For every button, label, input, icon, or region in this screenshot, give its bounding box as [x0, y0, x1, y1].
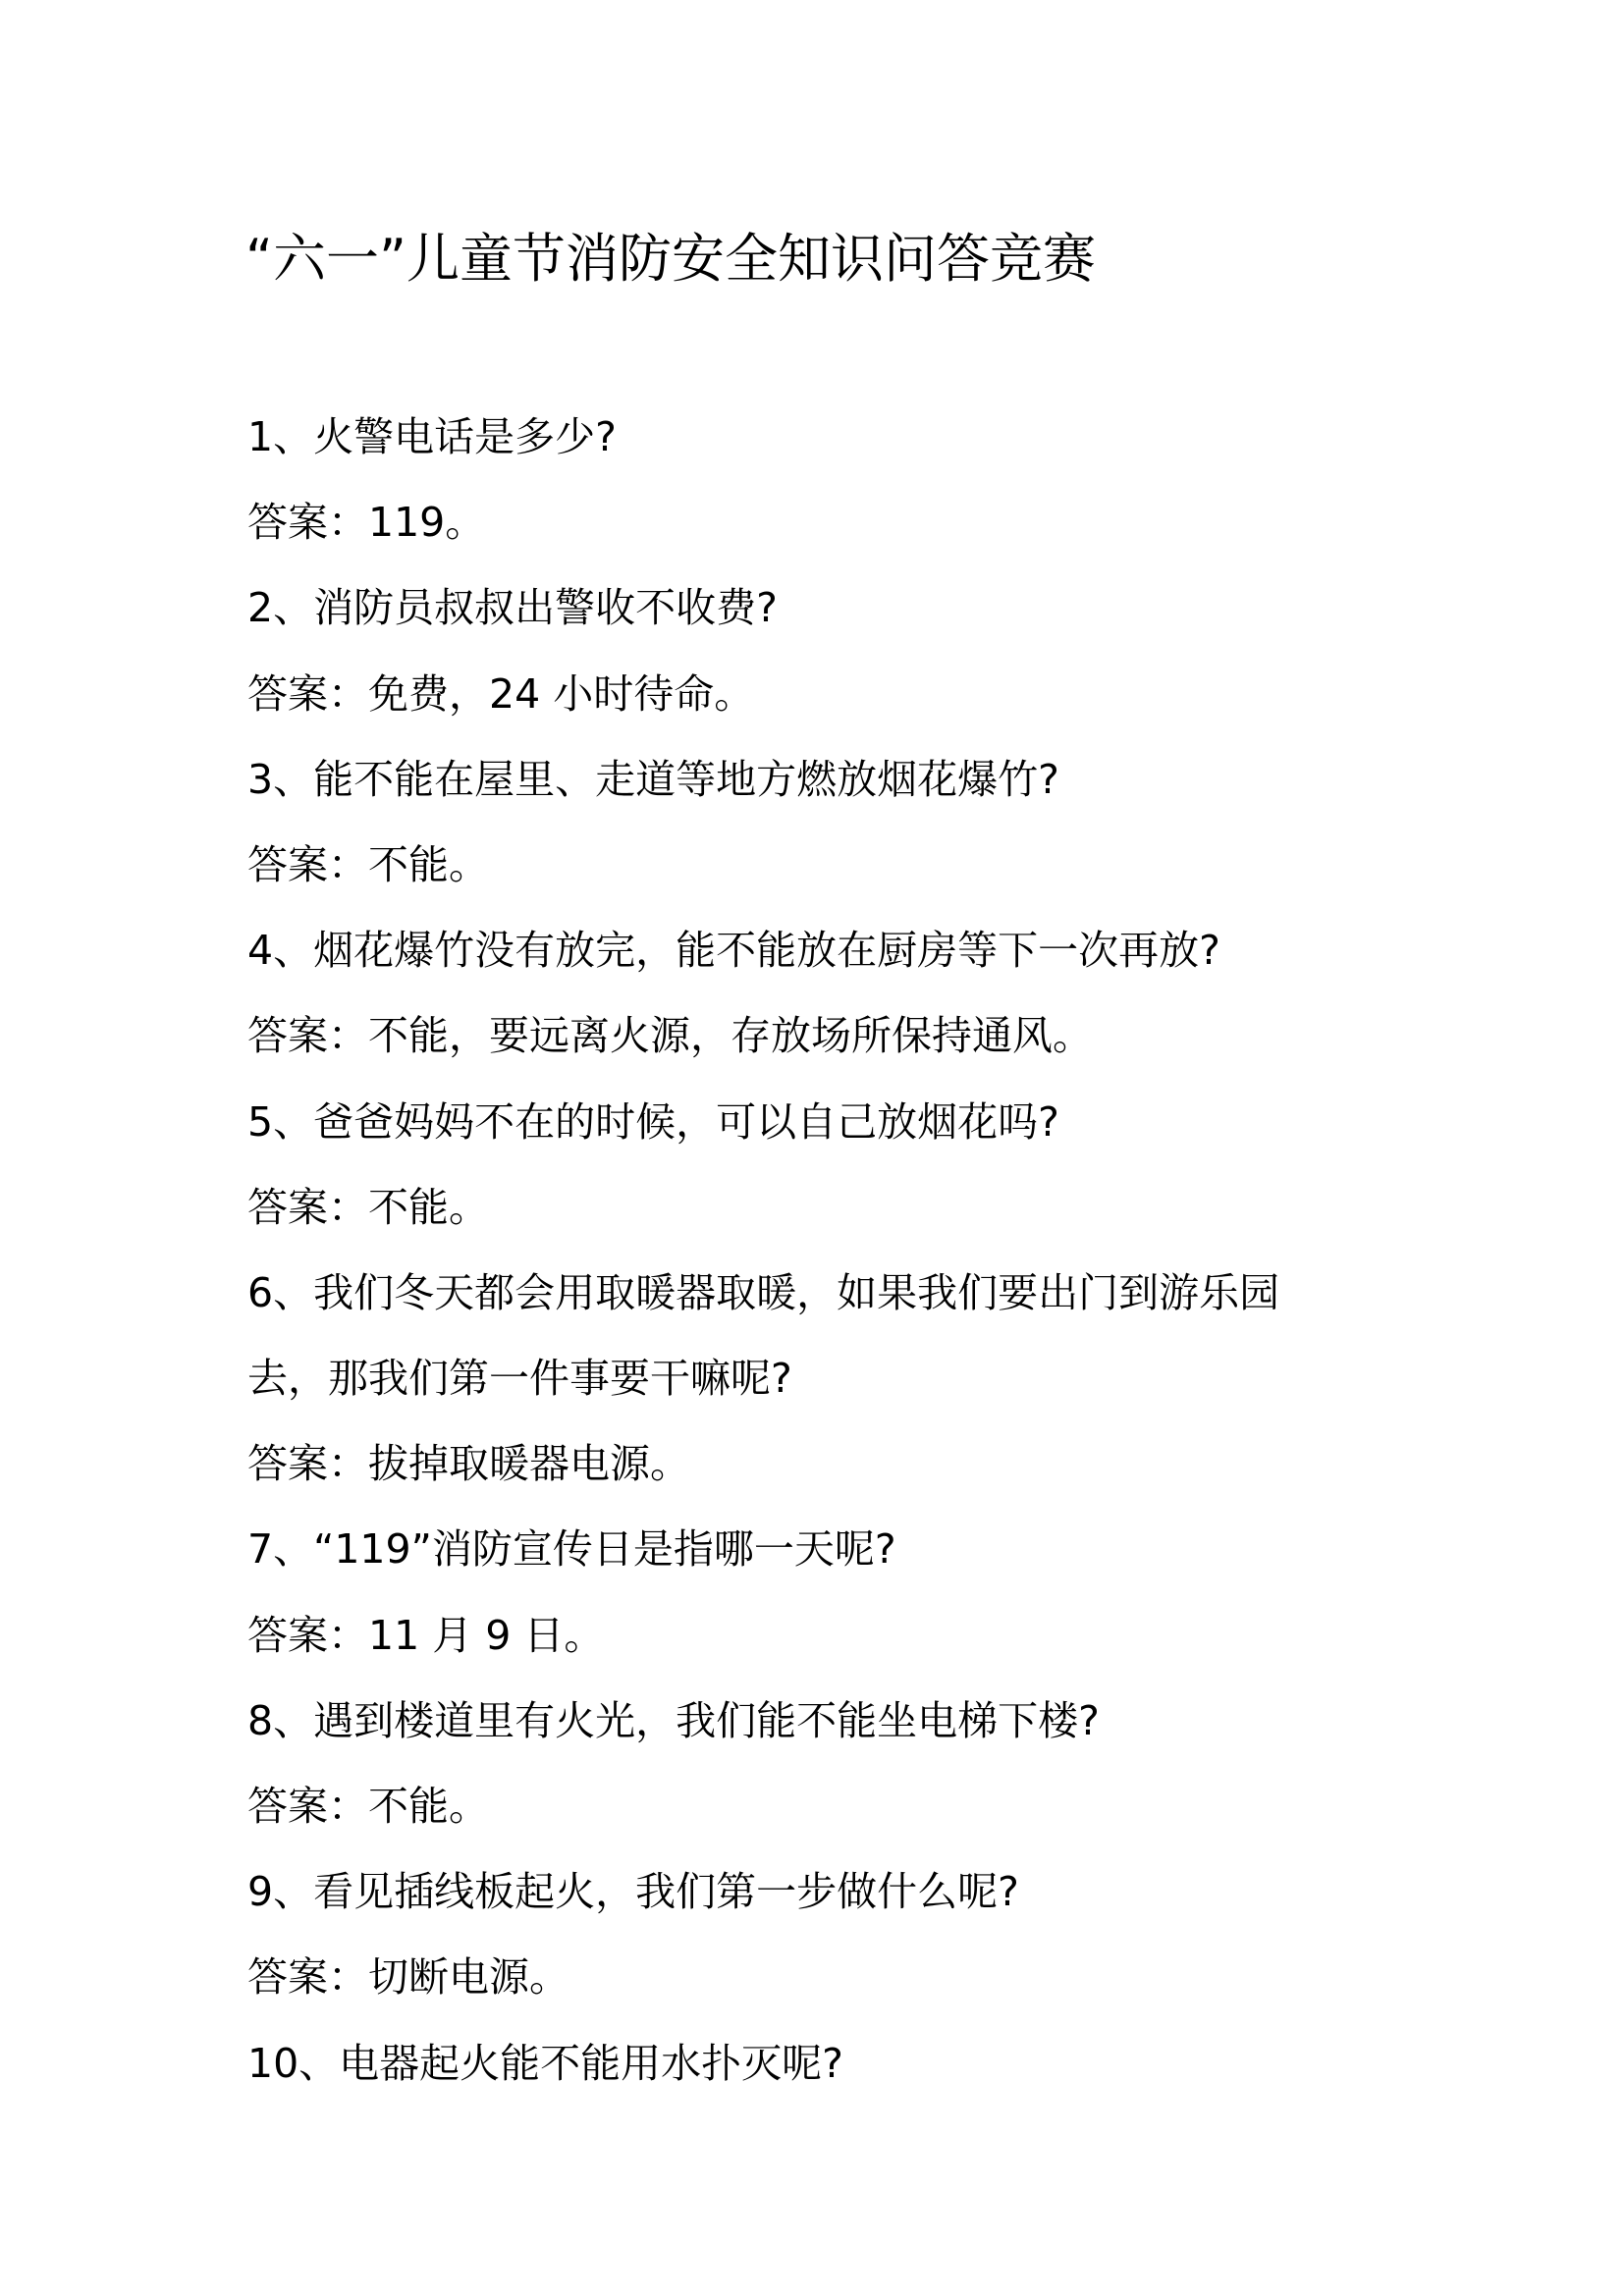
answer-line: 答案：不能，要远离火源，存放场所保持通风。: [247, 1012, 1093, 1060]
answer-line: 答案：不能。: [247, 1783, 489, 1830]
page-title: “六一”儿童节消防安全知识问答竞赛: [245, 228, 1096, 290]
answer-line: 答案：免费，24 小时待命。: [247, 669, 755, 718]
question-line: 去，那我们第一件事要干嘛呢?: [247, 1355, 792, 1403]
question-line: 6、我们冬天都会用取暖器取暖，如果我们要出门到游乐园: [247, 1268, 1280, 1316]
answer-line: 答案：不能。: [247, 1183, 489, 1231]
question-line: 9、看见插线板起火，我们第一步做什么呢?: [247, 1868, 1019, 1916]
question-line: 1、火警电话是多少?: [247, 413, 617, 460]
question-line: 5、爸爸妈妈不在的时候，可以自己放烟花吗?: [247, 1097, 1059, 1146]
answer-line: 答案：拔掉取暖器电源。: [247, 1440, 690, 1488]
question-line: 8、遇到楼道里有火光，我们能不能坐电梯下楼?: [247, 1696, 1100, 1744]
answer-line: 答案：切断电源。: [247, 1953, 569, 2002]
question-line: 7、“119”消防宣传日是指哪一天呢?: [247, 1525, 896, 1574]
question-line: 2、消防员叔叔出警收不收费?: [247, 584, 778, 632]
question-line: 4、烟花爆竹没有放完，能不能放在厨房等下一次再放?: [247, 927, 1220, 975]
answer-line: 答案：11 月 9 日。: [247, 1611, 605, 1659]
answer-line: 答案：不能。: [247, 840, 489, 888]
qa-list: [247, 395, 1386, 2107]
question-line: 10、电器起火能不能用水扑灭呢?: [247, 2039, 843, 2087]
question-line: 3、能不能在屋里、走道等地方燃放烟花爆竹?: [247, 755, 1059, 803]
answer-line: 答案：119。: [247, 499, 486, 547]
